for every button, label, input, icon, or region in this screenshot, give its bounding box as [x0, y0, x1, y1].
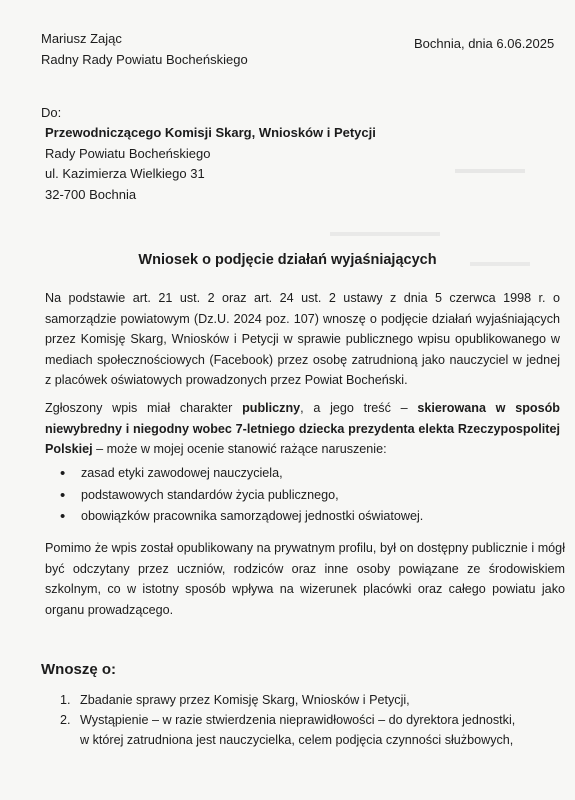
bold-text: skierowana w sposób niewybredny i niegodny wobec 7-letniego dziecka prezydenta elekta Rzeczypospolitej Polskiej [45, 401, 560, 456]
violations-list [60, 463, 423, 528]
list-item: • zasad etyki zawodowej nauczyciela, [60, 463, 423, 485]
recipient-line-3: ul. Kazimierza Wielkiego 31 [45, 166, 205, 181]
paragraph-post-description [45, 398, 560, 460]
sender-name: Mariusz Zając [41, 31, 122, 46]
paragraph-impact: Pomimo że wpis został opublikowany na prywatnym profilu, był on dostępny publicznie i mógł być odczytany przez uczniów, rodziców oraz inne osoby powiązane ze środowiskiem szkolnym, co w istotny sposób wpływa na wizerunek placówki oraz całego powiatu jako organu prowadzącego. [45, 541, 565, 617]
bold-text: publiczny [242, 401, 301, 415]
paragraph-text: – może w mojej ocenie stanowić rażące naruszenie: [92, 442, 387, 456]
request-text-continued: w której zatrudniona jest nauczycielka, celem podjęcia czynności służbowych, [80, 733, 514, 747]
recipient-line-2: Rady Powiatu Bocheńskiego [45, 146, 211, 161]
recipient-line-1: Przewodniczącego Komisji Skarg, Wniosków i Petycji [45, 125, 376, 140]
recipient-label: Do: [41, 105, 62, 120]
request-item [60, 690, 515, 710]
sender-role: Radny Rady Powiatu Bocheńskiego [41, 52, 248, 67]
list-item: • podstawowych standardów życia publicznego, [60, 485, 423, 507]
request-text: Wystąpienie – w razie stwierdzenia nieprawidłowości – do dyrektora jednostki, [80, 713, 516, 727]
recipient-line-4: 32-700 Bochnia [45, 187, 137, 202]
paragraph-legal-basis: Na podstawie art. 21 ust. 2 oraz art. 24 ust. 2 ustawy z dnia 5 czerwca 1998 r. o samorządzie powiatowym (Dz.U. 2024 poz. 107) wnoszę o podjęcie działań wyjaśniających przez Komisję Skarg, Wniosków i Petycji w sprawie publicznego wpisu opublikowanego w mediach społecznościowych (Facebook) przez osobę zatrudnioną jako nauczyciel w jednej z placówek oświatowych prowadzonych przez Powiat Bocheński. [45, 291, 560, 387]
request-number: 1. [60, 693, 71, 707]
show-through-mark [330, 232, 440, 236]
request-text: Zbadanie sprawy przez Komisję Skarg, Wniosków i Petycji, [80, 693, 410, 707]
show-through-mark [455, 169, 525, 173]
list-item: • obowiązków pracownika samorządowej jednostki oświatowej. [60, 506, 423, 528]
paragraph-text: , a jego treść – [300, 401, 418, 415]
request-item [60, 710, 515, 750]
requests-list [60, 690, 515, 750]
document-date: Bochnia, dnia 6.06.2025 [414, 36, 555, 51]
paragraph-text: Zgłoszony wpis miał charakter [45, 401, 243, 415]
requests-heading: Wnoszę o: [41, 661, 116, 678]
request-number: 2. [60, 713, 71, 727]
document-title: Wniosek o podjęcie działań wyjaśniających [138, 252, 437, 268]
